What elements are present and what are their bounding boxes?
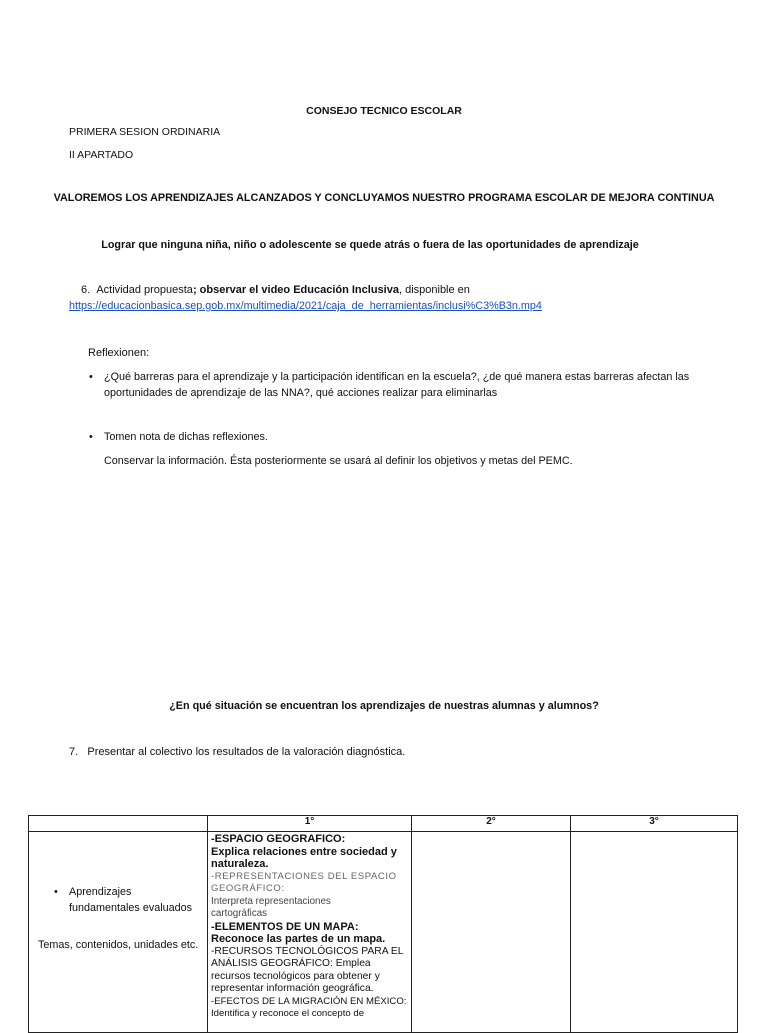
row-label-sub: Temas, contenidos, unidades etc. [38,939,199,951]
cell1-line: ANÁLISIS GEOGRÁFICO: Emplea [211,958,371,969]
reflect-bullet-1-line-2: oportunidades de aprendizaje de las NNA?, qué acciones realizar para eliminarlas [104,386,498,399]
activity-6-suffix: , disponible en [398,284,470,296]
header-cell-grade-3: 3° [571,816,738,832]
reflect-bullet-1-line-1: • ¿Qué barreras para el aprendizaje y la participación identifican en la escuela?, ¿de qué manera estas barreras afectan las [104,371,690,383]
session-label: PRIMERA SESION ORDINARIA [69,126,221,138]
evaluation-table [28,815,738,1033]
table-row [29,832,738,1033]
cell1-line: Reconoce las partes de un mapa. [211,933,386,945]
cell1-line: recursos tecnológicos para obtener y [211,970,380,982]
cell1-line: -REPRESENTACIONES DEL ESPACIO [211,870,397,882]
cell1-line: Explica relaciones entre sociedad y [211,845,397,858]
reflect-bullet-2: • Tomen nota de dichas reflexiones. [104,431,268,443]
activity-7 [69,746,405,758]
cell1-line: Identifica y reconoce el concepto de [211,1008,365,1019]
grade-1-cell [208,832,412,1033]
activity-6-number: 6. [81,284,91,296]
section-question: ¿En qué situación se encuentran los aprendizajes de nuestras alumnas y alumnos? [169,700,599,712]
reflect-label: Reflexionen: [88,347,150,359]
cell1-line: -RECURSOS TECNOLÓGICOS PARA EL [211,945,404,957]
activity-6-prefix: Actividad propuesta [96,284,193,296]
video-link[interactable]: https://educacionbasica.sep.gob.mx/multimedia/2021/caja_de_herramientas/inclusi%C3%B3n.mp4 [69,300,542,312]
row-label-bullet [69,884,192,916]
cell1-line: cartográficas [211,908,268,919]
reflect-note: Conservar la información. Ésta posteriormente se usará al definir los objetivos y metas del PEMC. [104,455,573,467]
document-title: CONSEJO TECNICO ESCOLAR [306,105,462,117]
cell1-line: -ELEMENTOS DE UN MAPA: [211,920,359,933]
grade-3-cell [571,832,738,1033]
table-header-row [29,816,738,832]
header-cell-grade-2: 2° [412,816,571,832]
activity-7-number: 7. [69,746,79,758]
main-heading: VALOREMOS LOS APRENDIZAJES ALCANZADOS Y CONCLUYAMOS NUESTRO PROGRAMA ESCOLAR DE MEJORA CONTINUA [53,192,715,204]
cell1-line: -ESPACIO GEOGRAFICO: [211,833,346,845]
cell1-line: naturaleza. [211,858,269,870]
header-cell-grade-1: 1° [208,816,412,832]
cell1-line: -EFECTOS DE LA MIGRACIÓN EN MÉXICO: [211,995,407,1007]
activity-6 [81,284,470,296]
cell1-line: GEOGRÁFICO: [211,883,285,894]
reflect-bullet-1 [104,370,689,401]
row-label-line-1: • Aprendizajes [69,886,132,898]
activity-7-text: Presentar al colectivo los resultados de la valoración diagnóstica. [87,746,406,758]
cell1-line: Interpreta representaciones [211,895,331,907]
grade-2-cell [412,832,571,1033]
activity-6-bold: ; observar el video Educación Inclusiva [192,284,399,296]
row-label-line-2: fundamentales evaluados [69,902,193,914]
row-label-cell [29,832,208,1033]
section-label: II APARTADO [69,149,134,161]
header-cell-empty [29,816,208,832]
goal-statement: Lograr que ninguna niña, niño o adolescente se quede atrás o fuera de las oportunidades de aprendizaje [101,239,639,251]
cell1-line: representar información geográfica. [211,983,374,994]
